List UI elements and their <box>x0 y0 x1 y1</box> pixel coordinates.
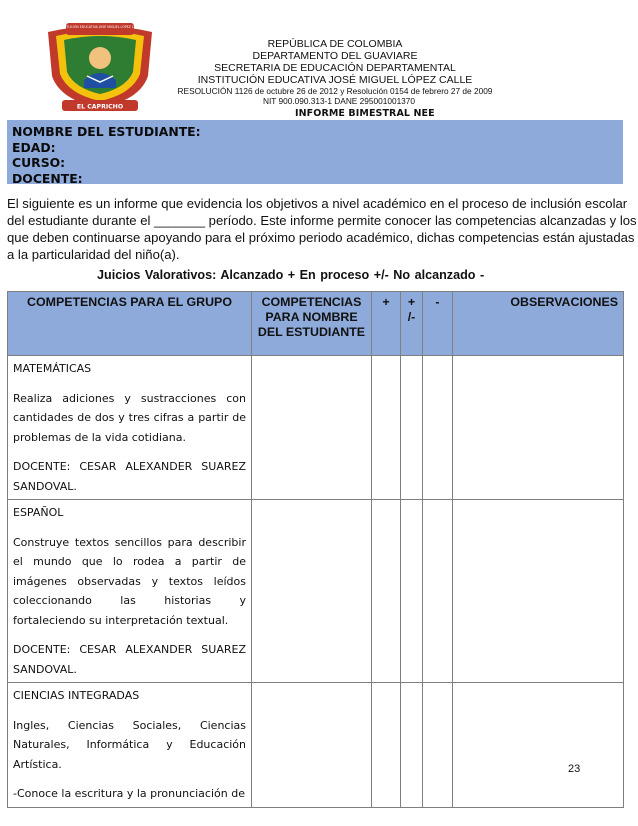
header-nit: NIT 900.090.313-1 DANE 295001001370 <box>262 96 416 106</box>
header-observations: OBSERVACIONES <box>453 292 624 356</box>
competency-text: Realiza adiciones y sustracciones con cantidades de dos y tres cifras a partir de problemas de la vida cotidiana. <box>13 391 246 444</box>
subject-name: CIENCIAS INTEGRADAS <box>13 689 140 702</box>
observations-cell[interactable] <box>453 500 624 683</box>
observations-cell[interactable] <box>453 683 624 808</box>
student-competency-cell[interactable] <box>252 500 372 683</box>
not-achieved-cell[interactable] <box>423 356 453 500</box>
header-line-department: DEPARTAMENTO DEL GUAVIARE <box>252 50 418 62</box>
header-achieved: + <box>372 292 401 356</box>
table-header-row <box>8 292 624 356</box>
competency-text: Ingles, Ciencias Sociales, Ciencias Naturales, Informática y Educación Artística. <box>13 718 246 771</box>
header-line-institution: INSTITUCIÓN EDUCATIVA JOSÉ MIGUEL LÓPEZ CALLE <box>197 74 473 86</box>
header-group-competencies: COMPETENCIAS PARA EL GRUPO <box>8 292 252 356</box>
student-competency-cell[interactable] <box>252 683 372 808</box>
svg-text:EL CAPRICHO: EL CAPRICHO <box>76 103 124 111</box>
evaluation-key: Juicios Valorativos: Alcanzado + En proceso +/- No alcanzado - <box>97 268 485 282</box>
header-not-achieved: - <box>423 292 453 356</box>
header-in-process: + /- <box>401 292 423 356</box>
institution-header <box>160 38 510 106</box>
competency-text: Construye textos sencillos para describir el mundo que lo rodea a partir de imágenes observadas y textos leídos coleccionando las historias y fortaleciendo su interpretación textual. <box>13 535 246 627</box>
header-resolution: RESOLUCIÓN 1126 de octubre 26 de 2012 y Resolución 0154 de febrero 27 de 2009 <box>177 86 493 96</box>
student-competency-cell[interactable] <box>252 356 372 500</box>
student-name-label: NOMBRE DEL ESTUDIANTE: <box>12 124 201 139</box>
student-info-box <box>7 120 623 184</box>
intro-paragraph <box>7 195 637 263</box>
group-competency-cell <box>8 356 252 500</box>
subject-name: MATEMÁTICAS <box>13 362 92 375</box>
achieved-cell[interactable] <box>372 683 401 808</box>
page-number: 23 <box>568 763 581 775</box>
report-title: INFORME BIMESTRAL NEE <box>295 108 435 119</box>
header-student-competencies: COMPETENCIAS PARA NOMBRE DEL ESTUDIANTE <box>252 292 372 356</box>
group-competency-cell <box>8 683 252 808</box>
teacher-text: DOCENTE: CESAR ALEXANDER SUAREZ SANDOVAL. <box>13 460 246 493</box>
not-achieved-cell[interactable] <box>423 683 453 808</box>
teacher-text: -Conoce la escritura y la pronunciación de <box>13 787 245 800</box>
school-crest-logo <box>40 18 160 113</box>
in-process-cell[interactable] <box>401 683 423 808</box>
crest-figure-head <box>89 47 111 69</box>
table-row <box>8 683 624 808</box>
student-teacher-label: DOCENTE: <box>12 170 83 186</box>
not-achieved-cell[interactable] <box>423 500 453 683</box>
intro-line: del estudiante durante el _______ período. Este informe permite conocer las competencias alcanzadas y los <box>7 213 637 228</box>
competencies-table <box>7 291 624 808</box>
intro-line: El siguiente es un informe que evidencia los objetivos a nivel académico en el proceso de inclusión escolar <box>7 196 628 211</box>
intro-line: a la particularidad del niño(a). <box>7 247 180 262</box>
table-row <box>8 500 624 683</box>
table-row <box>8 356 624 500</box>
student-course-label: CURSO: <box>12 155 66 170</box>
teacher-text: DOCENTE: CESAR ALEXANDER SUAREZ SANDOVAL. <box>13 643 246 676</box>
in-process-cell[interactable] <box>401 356 423 500</box>
group-competency-cell <box>8 500 252 683</box>
header-line-republic: REPÚBLICA DE COLOMBIA <box>267 38 403 50</box>
svg-text:INSTITUCIÓN EDUCATIVA JOSÉ MIG: INSTITUCIÓN EDUCATIVA JOSÉ MIGUEL LÓPEZ CALLE <box>58 25 142 29</box>
observations-cell[interactable] <box>453 356 624 500</box>
subject-name: ESPAÑOL <box>13 506 64 519</box>
header-line-secretary: SECRETARIA DE EDUCACIÓN DEPARTAMENTAL <box>214 62 456 74</box>
student-age-label: EDAD: <box>12 139 56 155</box>
achieved-cell[interactable] <box>372 356 401 500</box>
in-process-cell[interactable] <box>401 500 423 683</box>
intro-line: que deben continuarse apoyando para el próximo periodo académico, dichas competencias están ajustadas <box>7 230 635 245</box>
achieved-cell[interactable] <box>372 500 401 683</box>
